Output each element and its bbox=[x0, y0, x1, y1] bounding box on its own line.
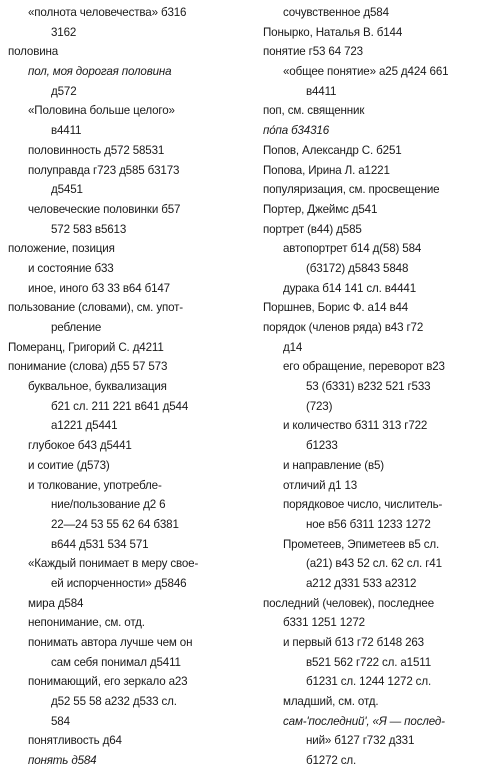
index-subentry: (а21) в43 52 сл. 62 сл. г41 bbox=[306, 557, 442, 571]
index-subentry: (723) bbox=[306, 399, 333, 413]
index-heading: поп, см. священник bbox=[263, 104, 365, 118]
index-subentry: буквальное, буквализация bbox=[28, 380, 167, 394]
index-subentry: ние/пользование д2 6 bbox=[51, 498, 166, 512]
index-subentry: ное в56 б311 1233 1272 bbox=[306, 517, 431, 531]
index-heading: пользование (словами), см. упот- bbox=[8, 301, 184, 315]
index-subentry: ей испорченности» д5846 bbox=[51, 576, 187, 590]
index-heading: последний (человек), последнее bbox=[263, 596, 435, 610]
index-subentry: б21 сл. 211 221 в641 д544 bbox=[51, 399, 189, 413]
index-subentry: б1231 сл. 1244 1272 сл. bbox=[306, 675, 432, 689]
index-column-right bbox=[263, 3, 481, 771]
index-subentry: Прометеев, Эпиметеев в5 сл. bbox=[283, 537, 440, 551]
index-subentry: и соитие (д573) bbox=[28, 458, 110, 472]
index-heading: портрет (в44) д585 bbox=[263, 222, 362, 236]
index-subentry: ребление bbox=[51, 321, 102, 334]
index-subentry: д14 bbox=[283, 340, 303, 354]
index-subentry: (б3172) д5843 5848 bbox=[306, 261, 409, 275]
index-subentry: мира д584 bbox=[28, 596, 84, 610]
index-subentry: б1272 сл. bbox=[306, 754, 357, 768]
index-subentry: б1233 bbox=[306, 439, 338, 453]
index-subentry: порядковое число, числитель- bbox=[283, 498, 443, 512]
index-subentry: в644 д531 534 571 bbox=[51, 537, 149, 551]
index-subentry: глубокое б43 д5441 bbox=[28, 439, 132, 453]
index-subentry: и состояние б33 bbox=[28, 261, 114, 275]
index-subentry: понимать автора лучше чем он bbox=[28, 636, 193, 649]
index-subentry: и толкование, употребле- bbox=[28, 478, 162, 492]
index-heading: понимание (слова) д55 57 573 bbox=[8, 360, 168, 374]
index-subentry: сочувственное д584 bbox=[283, 6, 389, 19]
index-subentry: сам себя понимал д5411 bbox=[51, 655, 181, 669]
index-subentry: дурака б14 141 сл. в4441 bbox=[283, 281, 417, 295]
index-heading: Попова, Ирина Л. а1221 bbox=[263, 163, 390, 177]
index-heading: половина bbox=[8, 45, 59, 59]
index-subentry: автопортрет б14 д(58) 584 bbox=[283, 242, 422, 256]
index-heading: Попов, Александр С. б251 bbox=[263, 143, 402, 157]
index-subentry: полуправда г723 д585 б3173 bbox=[28, 163, 180, 177]
index-subentry: 572 583 в5613 bbox=[51, 222, 127, 236]
index-subentry: сам-'последний', «Я — послед- bbox=[283, 714, 445, 728]
index-subentry: д5451 bbox=[51, 183, 83, 197]
index-heading: понятие г53 64 723 bbox=[263, 45, 363, 59]
index-subentry: понять д584 bbox=[28, 754, 97, 768]
index-heading: Померанц, Григорий С. д4211 bbox=[8, 340, 164, 354]
index-heading: по́па б34316 bbox=[263, 124, 329, 138]
index-subentry: «полнота человечества» б316 bbox=[28, 6, 187, 19]
index-subentry: ний» б127 г732 д331 bbox=[306, 734, 415, 748]
index-subentry: иное, иного б3 33 в64 б147 bbox=[28, 281, 170, 295]
index-subentry: д52 55 58 а232 д533 сл. bbox=[51, 695, 177, 709]
index-subentry: «Половина больше целого» bbox=[28, 104, 175, 118]
index-heading: Портер, Джеймс д541 bbox=[263, 202, 378, 216]
index-subentry: непонимание, см. отд. bbox=[28, 616, 145, 630]
index-subentry: в4411 bbox=[306, 84, 337, 98]
index-subentry: пол, моя дорогая половина bbox=[28, 65, 172, 79]
index-heading: Поршнев, Борис Ф. а14 в44 bbox=[263, 301, 409, 315]
index-subentry: а212 д331 533 а2312 bbox=[306, 576, 417, 590]
index-subentry: понятливость д64 bbox=[28, 734, 122, 748]
index-subentry: «общее понятие» а25 д424 661 bbox=[283, 65, 449, 79]
index-subentry: 3162 bbox=[51, 25, 77, 39]
index-subentry: 22—24 53 55 62 64 б381 bbox=[51, 517, 179, 531]
index-subentry: его обращение, переворот в23 bbox=[283, 360, 445, 374]
index-heading: порядок (членов ряда) в43 г72 bbox=[263, 321, 424, 334]
index-subentry: «Каждый понимает в меру свое- bbox=[28, 557, 199, 571]
index-subentry: и количество б311 313 г722 bbox=[283, 419, 428, 433]
index-subentry: и направление (в5) bbox=[283, 458, 385, 472]
index-subentry: и первый б13 г72 б148 263 bbox=[283, 636, 424, 649]
index-subentry: человеческие половинки б57 bbox=[28, 202, 181, 216]
index-subentry: понимающий, его зеркало а23 bbox=[28, 675, 188, 689]
index-heading: положение, позиция bbox=[8, 242, 115, 256]
index-heading: Понырко, Наталья В. б144 bbox=[263, 25, 403, 39]
index-subentry: д572 bbox=[51, 84, 77, 98]
index-subentry: б331 1251 1272 bbox=[283, 616, 365, 630]
index-subentry: 584 bbox=[51, 714, 70, 728]
index-subentry: отличий д1 13 bbox=[283, 478, 358, 492]
index-subentry: а1221 д5441 bbox=[51, 419, 118, 433]
index-subentry: в521 562 г722 сл. а1511 bbox=[306, 655, 432, 669]
index-subentry: половинность д572 58531 bbox=[28, 143, 165, 157]
index-heading: популяризация, см. просвещение bbox=[263, 183, 440, 197]
index-subentry: 53 (б331) в232 521 г533 bbox=[306, 380, 431, 394]
index-subentry: в4411 bbox=[51, 124, 82, 138]
index-subentry: младший, см. отд. bbox=[283, 695, 379, 709]
index-column-left bbox=[8, 3, 258, 771]
